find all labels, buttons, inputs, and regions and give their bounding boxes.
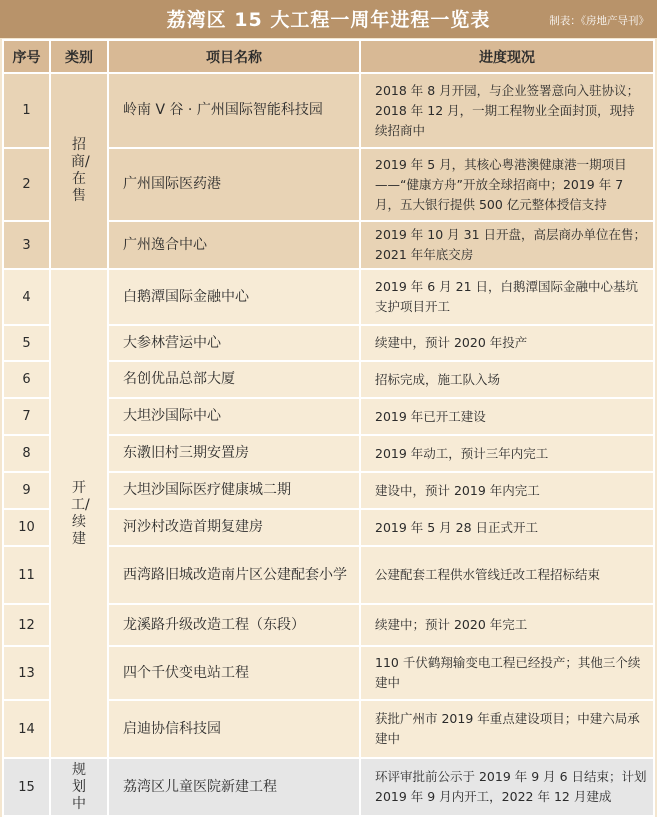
header-row [3, 40, 654, 73]
row-number: 9 [3, 472, 50, 509]
project-progress: 建设中，预计 2019 年内完工 [360, 472, 654, 509]
project-progress: 续建中，预计 2020 年投产 [360, 325, 654, 361]
row-number: 8 [3, 435, 50, 472]
table-row [3, 758, 654, 816]
project-name: 大坦沙国际医疗健康城二期 [108, 472, 360, 509]
table-title: 荔湾区 15 大工程一周年进程一览表 [166, 9, 491, 31]
project-name: 河沙村改造首期复建房 [108, 509, 360, 546]
project-name: 四个千伏变电站工程 [108, 646, 360, 700]
project-progress: 110 千伏鹤翔输变电工程已经投产；其他三个续建中 [360, 646, 654, 700]
row-number: 11 [3, 546, 50, 604]
category-label: 开工/续建 [71, 479, 90, 547]
project-progress: 2019 年 6 月 21 日，白鹅潭国际金融中心基坑支护项目开工 [360, 269, 654, 325]
project-progress: 公建配套工程供水管线迁改工程招标结束 [360, 546, 654, 604]
project-name: 荔湾区儿童医院新建工程 [108, 758, 360, 816]
header-no: 序号 [3, 40, 50, 73]
row-number: 12 [3, 604, 50, 646]
category-label: 规划中 [72, 761, 86, 812]
table-row [3, 269, 654, 325]
row-number: 7 [3, 398, 50, 435]
row-number: 5 [3, 325, 50, 361]
project-progress: 获批广州市 2019 年重点建设项目；中建六局承建中 [360, 700, 654, 758]
header-progress: 进度现况 [360, 40, 654, 73]
project-name: 岭南 V 谷 · 广州国际智能科技园 [108, 73, 360, 148]
project-name: 西湾路旧城改造南片区公建配套小学 [108, 546, 360, 604]
category-cell-plan [50, 758, 108, 816]
project-progress: 2019 年已开工建设 [360, 398, 654, 435]
row-number: 2 [3, 148, 50, 221]
project-name: 大参林营运中心 [108, 325, 360, 361]
project-progress: 2019 年 5 月 28 日正式开工 [360, 509, 654, 546]
row-number: 6 [3, 361, 50, 398]
project-name: 白鹅潭国际金融中心 [108, 269, 360, 325]
project-name: 名创优品总部大厦 [108, 361, 360, 398]
category-label: 招商/在售 [71, 137, 90, 204]
header-name: 项目名称 [108, 40, 360, 73]
header-category: 类别 [50, 40, 108, 73]
project-progress: 续建中；预计 2020 年完工 [360, 604, 654, 646]
row-number: 15 [3, 758, 50, 816]
project-name: 东漖旧村三期安置房 [108, 435, 360, 472]
category-cell-sale [50, 73, 108, 269]
project-name: 广州逸合中心 [108, 221, 360, 269]
project-name: 启迪协信科技园 [108, 700, 360, 758]
category-cell-build [50, 269, 108, 758]
row-number: 10 [3, 509, 50, 546]
row-number: 1 [3, 73, 50, 148]
table-row [3, 73, 654, 148]
project-progress: 2019 年 5 月，其核心粤港澳健康港一期项目——“健康方舟”开放全球招商中；2019 年 7 月，五大银行提供 500 亿元整体授信支持 [360, 148, 654, 221]
progress-table [2, 39, 655, 817]
row-number: 3 [3, 221, 50, 269]
title-bar [0, 0, 657, 38]
project-progress: 招标完成，施工队入场 [360, 361, 654, 398]
credit-text: 制表：《房地产导刊》 [549, 15, 649, 27]
project-progress: 2018 年 8 月开园，与企业签署意向入驻协议；2018 年 12 月，一期工程物业全面封顶，现持续招商中 [360, 73, 654, 148]
project-name: 龙溪路升级改造工程（东段） [108, 604, 360, 646]
project-progress: 环评审批前公示于 2019 年 9 月 6 日结束；计划 2019 年 9 月内开工，2022 年 12 月建成 [360, 758, 654, 816]
row-number: 13 [3, 646, 50, 700]
project-progress: 2019 年动工，预计三年内完工 [360, 435, 654, 472]
project-name: 大坦沙国际中心 [108, 398, 360, 435]
row-number: 4 [3, 269, 50, 325]
project-name: 广州国际医药港 [108, 148, 360, 221]
row-number: 14 [3, 700, 50, 758]
project-progress: 2019 年 10 月 31 日开盘，高层商办单位在售；2021 年年底交房 [360, 221, 654, 269]
